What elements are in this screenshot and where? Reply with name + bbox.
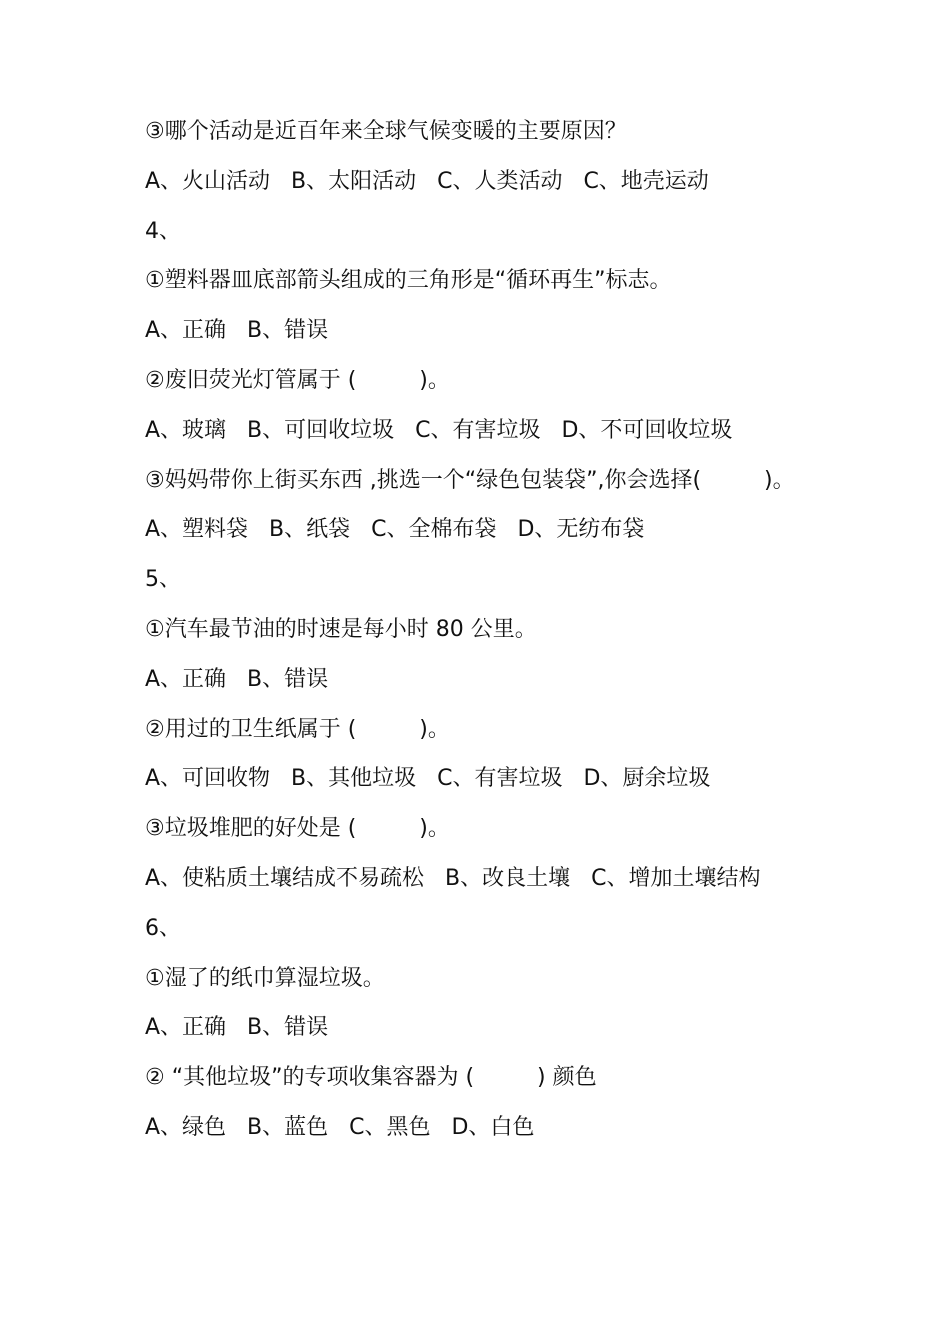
options-line: A、火山活动 B、太阳活动 C、人类活动 C、地壳运动 bbox=[145, 168, 709, 194]
document-page bbox=[145, 107, 845, 1153]
question-line: ②废旧荧光灯管属于 ( )。 bbox=[145, 367, 450, 393]
question-line: ①汽车最节油的时速是每小时 80 公里。 bbox=[145, 616, 537, 642]
section-number: 6、 bbox=[145, 915, 181, 941]
options-line: A、玻璃 B、可回收垃圾 C、有害垃圾 D、不可回收垃圾 bbox=[145, 417, 733, 443]
options-line: A、塑料袋 B、纸袋 C、全棉布袋 D、无纺布袋 bbox=[145, 517, 645, 543]
options-line: A、可回收物 B、其他垃圾 C、有害垃圾 D、厨余垃圾 bbox=[145, 766, 711, 792]
question-line: ①湿了的纸巾算湿垃圾。 bbox=[145, 965, 385, 991]
question-line: ①塑料器皿底部箭头组成的三角形是“循环再生”标志。 bbox=[145, 268, 672, 294]
question-line: ③妈妈带你上街买东西 ,挑选一个“绿色包装袋”,你会选择( )。 bbox=[145, 467, 795, 493]
options-line: A、正确 B、错误 bbox=[145, 318, 329, 344]
options-line: A、使粘质土壤结成不易疏松 B、改良土壤 C、增加土壤结构 bbox=[145, 865, 761, 891]
question-line: ② “其他垃圾”的专项收集容器为 ( ) 颜色 bbox=[145, 1065, 597, 1091]
question-line: ③哪个活动是近百年来全球气候变暖的主要原因？ bbox=[145, 119, 627, 144]
options-line: A、正确 B、错误 bbox=[145, 666, 329, 692]
question-line: ②用过的卫生纸属于 ( )。 bbox=[145, 716, 450, 742]
section-number: 4、 bbox=[145, 218, 181, 244]
question-line: ③垃圾堆肥的好处是 ( )。 bbox=[145, 816, 450, 842]
section-number: 5、 bbox=[145, 567, 181, 593]
options-line: A、正确 B、错误 bbox=[145, 1015, 329, 1041]
options-line: A、绿色 B、蓝色 C、黑色 D、白色 bbox=[145, 1114, 535, 1140]
